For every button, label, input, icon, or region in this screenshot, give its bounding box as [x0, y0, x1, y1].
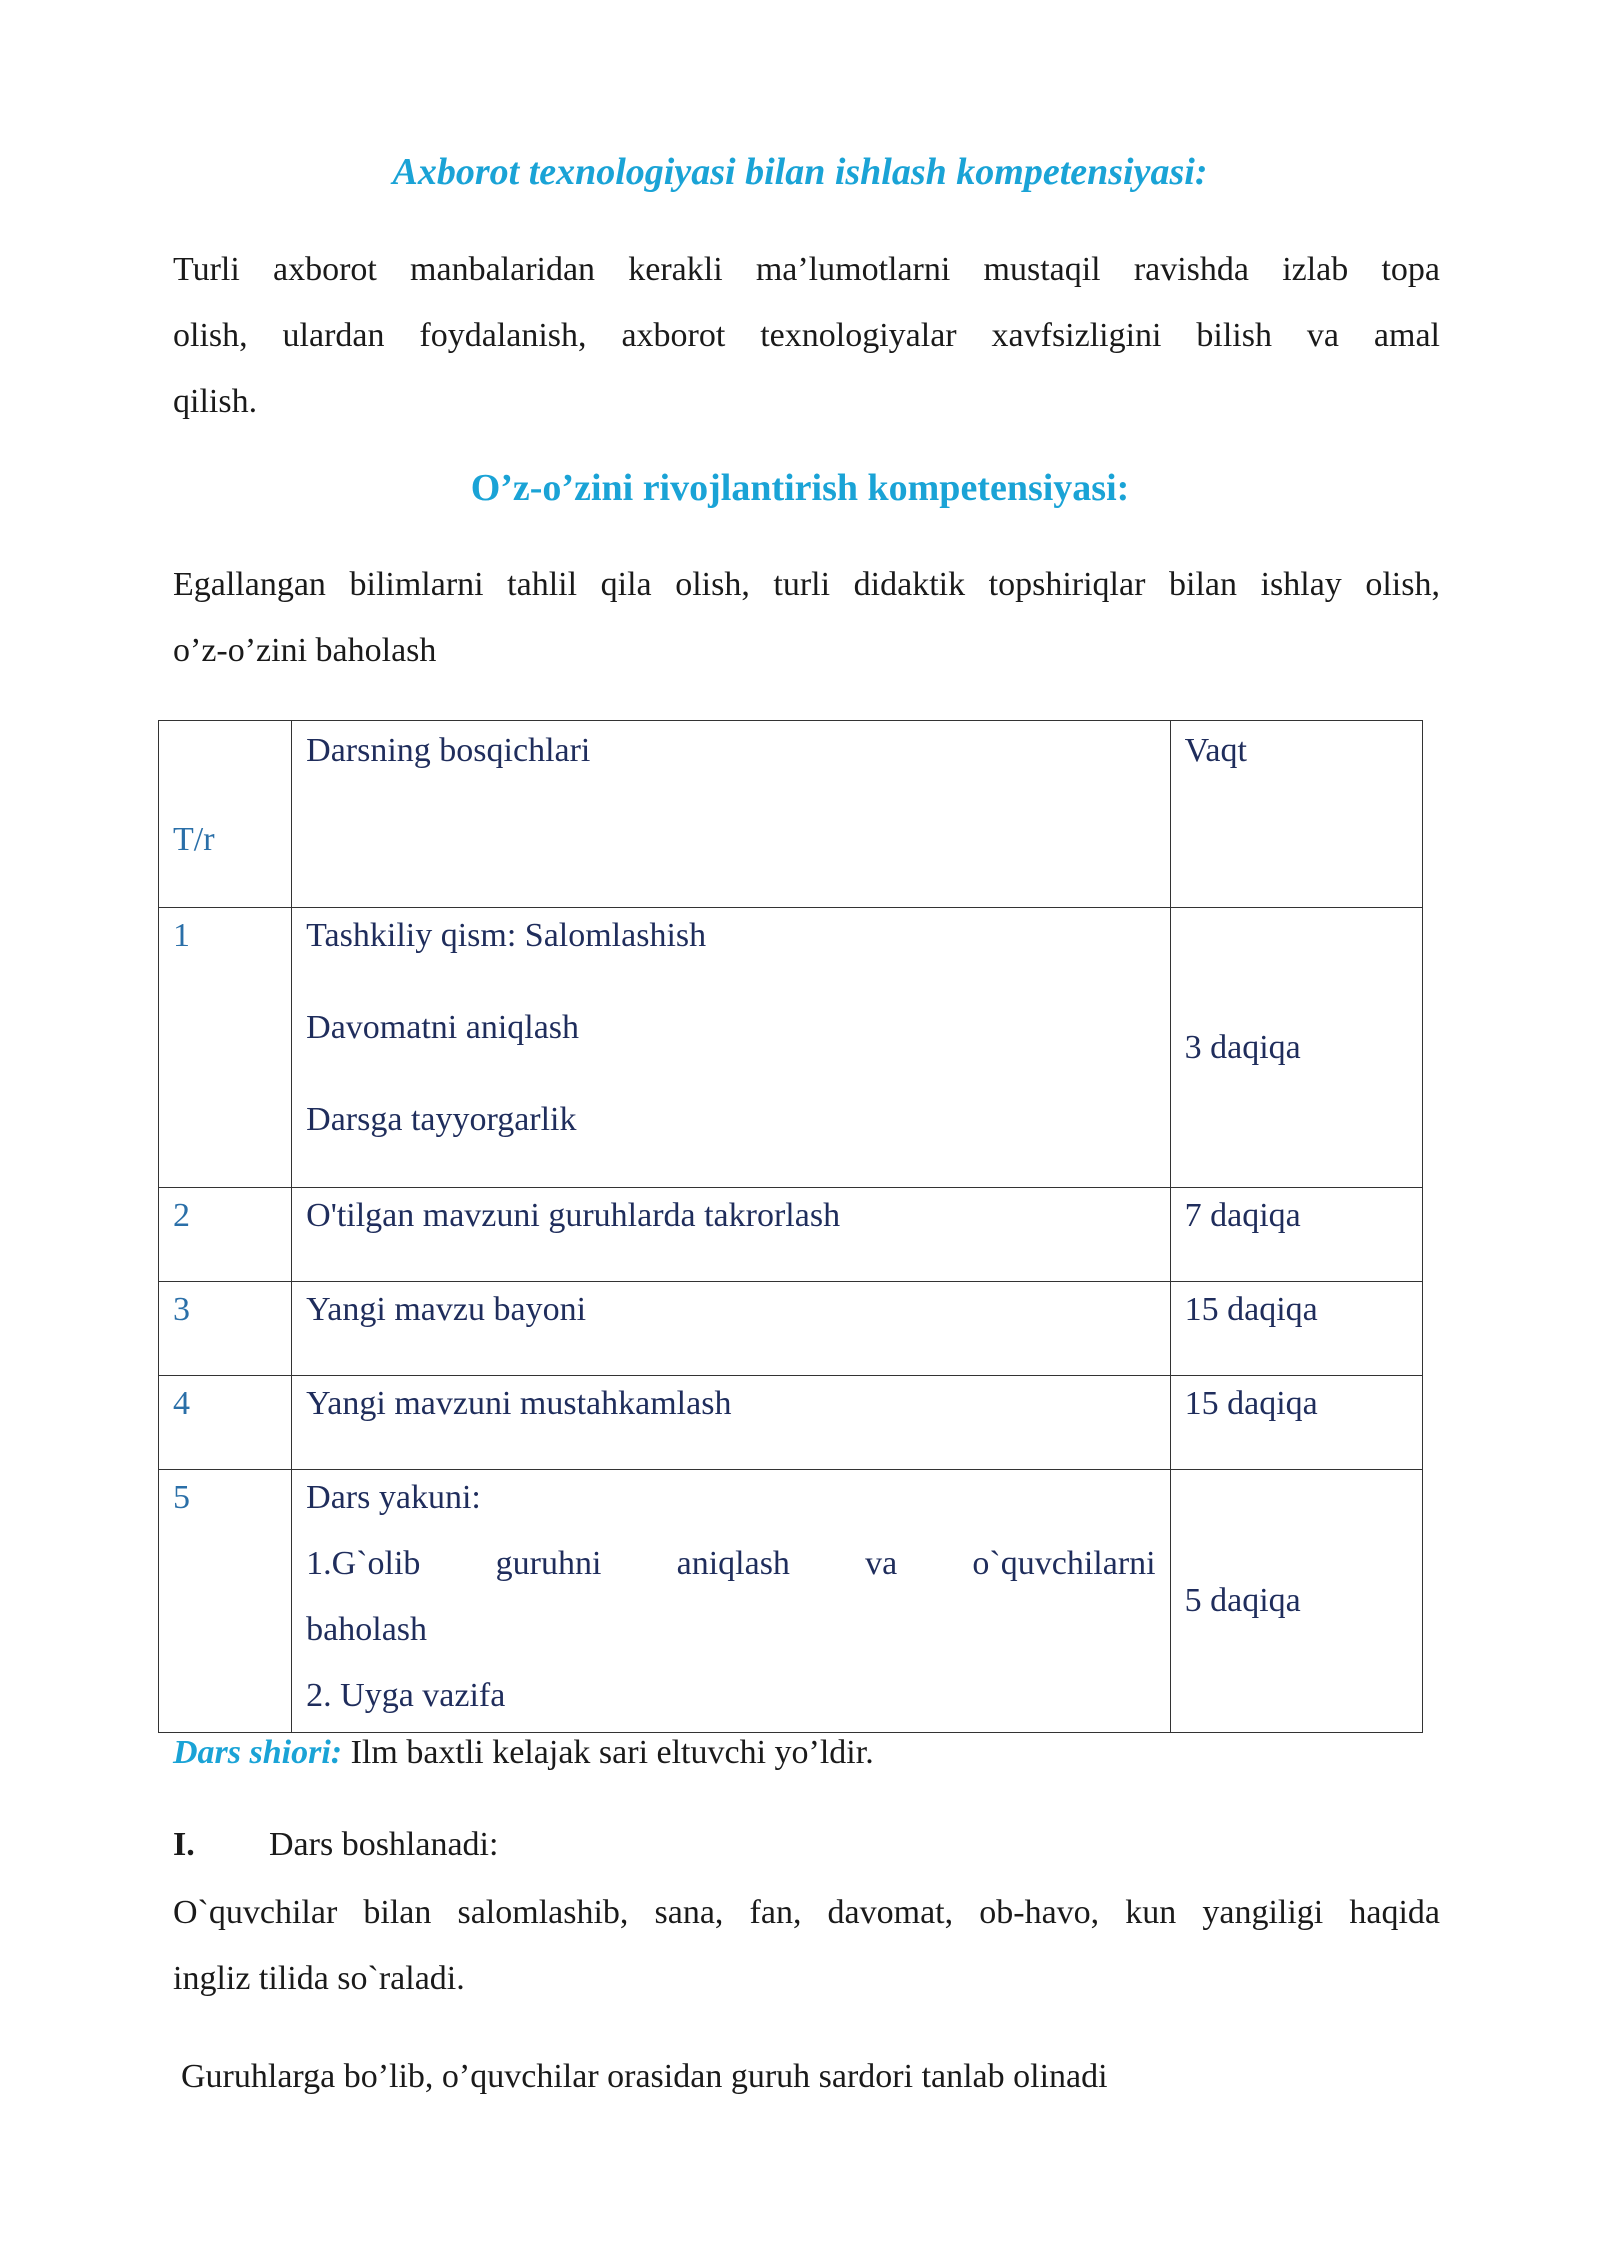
stage-line: O'tilgan mavzuni guruhlarda takrorlash: [306, 1197, 841, 1234]
section-number: I.: [173, 1826, 195, 1863]
table-row: [159, 1188, 1423, 1282]
header-time-cell: [1170, 721, 1422, 908]
stage-line: Yangi mavzu bayoni: [306, 1291, 587, 1328]
section-heading: [173, 1820, 498, 1870]
it-competence-paragraph: [173, 237, 1440, 435]
it-competence-heading: Axborot texnologiyasi bilan ishlash kompetensiyasi:: [392, 151, 1208, 193]
row-num: 3: [173, 1291, 190, 1328]
table-row: [159, 908, 1423, 1188]
lesson-plan-table: [158, 720, 1423, 1733]
stage-line: 2. Uyga vazifa: [306, 1677, 506, 1714]
row-num: 5: [173, 1479, 190, 1516]
paragraph-line: qilish.: [173, 383, 258, 420]
section-closing: Guruhlarga bo’lib, o’quvchilar orasidan guruh sardori tanlab olinadi: [181, 2058, 1108, 2095]
header-num-label: T/r: [173, 821, 215, 858]
row-num: 4: [173, 1385, 190, 1422]
row-time-cell: [1170, 1282, 1422, 1376]
table-row: [159, 1470, 1423, 1733]
row-num: 1: [173, 917, 190, 954]
row-time: 3 daqiqa: [1184, 1028, 1301, 1066]
row-num: 2: [173, 1197, 190, 1234]
self-dev-competence-heading: O’z-o’zini rivojlantirish kompetensiyasi:: [470, 467, 1130, 509]
paragraph-line: o’z-o’zini baholash: [173, 632, 437, 669]
table-row: [159, 1282, 1423, 1376]
header-num-cell: [159, 721, 292, 908]
row-time: 15 daqiqa: [1184, 1291, 1318, 1328]
table-row: [159, 1376, 1423, 1470]
stage-line: Dars yakuni:: [306, 1479, 481, 1516]
row-time-cell: [1170, 1188, 1422, 1282]
section-title: Dars boshlanadi:: [269, 1826, 499, 1863]
paragraph-line: olish, ulardan foydalanish, axborot texnologiyalar xavfsizligini bilish va amal: [173, 317, 1440, 354]
stage-line: Davomatni aniqlash: [306, 1009, 580, 1046]
lesson-motto: [173, 1728, 874, 1778]
paragraph-line: O`quvchilar bilan salomlashib, sana, fan, davomat, ob-havo, kun yangiligi haqida: [173, 1894, 1440, 1931]
table-header-row: [159, 721, 1423, 908]
row-time: 7 daqiqa: [1184, 1197, 1301, 1234]
stage-line: Darsga tayyorgarlik: [306, 1101, 577, 1138]
self-dev-paragraph: [173, 552, 1440, 684]
motto-text: Ilm baxtli kelajak sari eltuvchi yo’ldir.: [342, 1734, 874, 1771]
paragraph-line: Egallangan bilimlarni tahlil qila olish, turli didaktik topshiriqlar bilan ishlay olish,: [173, 566, 1440, 603]
row-stage-cell: [292, 1470, 1170, 1733]
row-stage-cell: [292, 908, 1170, 1188]
paragraph-line: ingliz tilida so`raladi.: [173, 1960, 465, 1997]
row-time: 15 daqiqa: [1184, 1385, 1318, 1422]
header-stage-cell: [292, 721, 1170, 908]
stage-line: baholash: [306, 1611, 428, 1648]
row-time-cell: [1170, 908, 1422, 1188]
row-num-cell: [159, 1282, 292, 1376]
row-num-cell: [159, 1376, 292, 1470]
motto-label: Dars shiori:: [173, 1734, 343, 1771]
stage-line: Tashkiliy qism: Salomlashish: [306, 917, 707, 954]
header-time-label: Vaqt: [1184, 732, 1247, 769]
row-time: 5 daqiqa: [1184, 1582, 1301, 1619]
stage-line: 1.G`olib guruhni aniqlash va o`quvchilarni: [306, 1545, 1156, 1582]
header-stage-label: Darsning bosqichlari: [306, 732, 591, 769]
row-stage-cell: [292, 1282, 1170, 1376]
row-num-cell: [159, 1188, 292, 1282]
row-num-cell: [159, 1470, 292, 1733]
row-num-cell: [159, 908, 292, 1188]
row-time-cell: [1170, 1376, 1422, 1470]
paragraph-line: Turli axborot manbalaridan kerakli ma’lumotlarni mustaqil ravishda izlab topa: [173, 251, 1440, 288]
section-body: [173, 1880, 1440, 2012]
stage-line: Yangi mavzuni mustahkamlash: [306, 1385, 732, 1422]
row-stage-cell: [292, 1188, 1170, 1282]
row-stage-cell: [292, 1376, 1170, 1470]
row-time-cell: [1170, 1470, 1422, 1733]
